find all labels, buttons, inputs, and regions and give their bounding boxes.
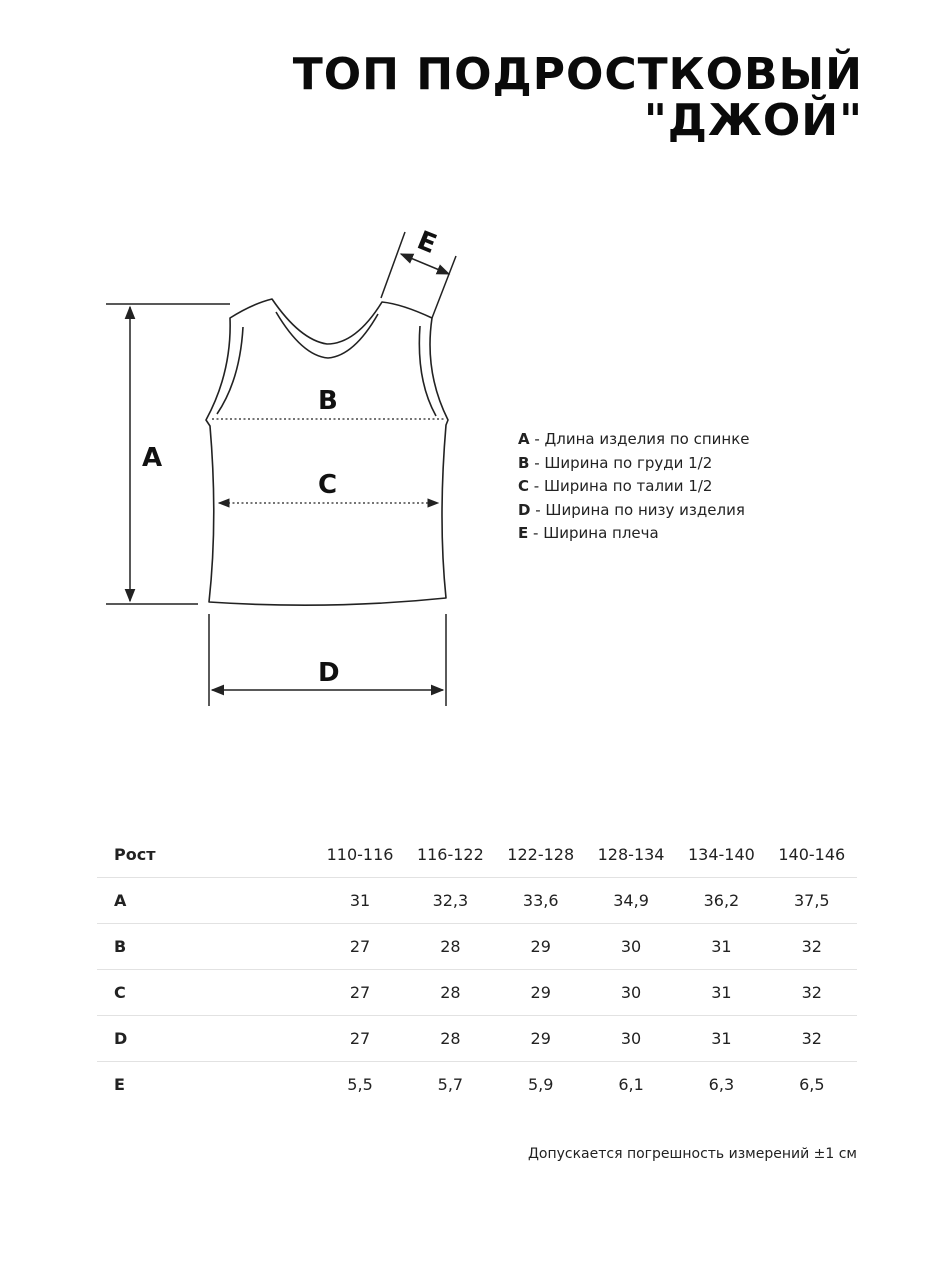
table-cell: 6,1 [618, 1075, 644, 1094]
table-cell: 30 [586, 924, 676, 970]
legend-item [518, 499, 749, 523]
table-cell: 31 [676, 970, 766, 1016]
title-line-1: ТОП ПОДРОСТКОВЫЙ [292, 49, 863, 100]
tolerance-note: Допускается погрешность измерений ±1 см [527, 1146, 857, 1162]
legend-key: B [518, 453, 530, 472]
legend-key: C [518, 477, 530, 495]
table-header-cell: 116-122 [405, 832, 495, 878]
table-cell: 28 [405, 1016, 495, 1062]
table-row-label: C [97, 970, 315, 1016]
legend-item [518, 452, 749, 476]
table-header-cell: 128-134 [586, 832, 676, 878]
table-cell: 31 [676, 924, 766, 970]
table-cell: 32 [767, 970, 857, 1016]
title-line-2: "ДЖОЙ" [643, 95, 863, 146]
legend-text: - Ширина плеча [528, 524, 659, 542]
legend-key: E [518, 524, 529, 542]
table-header-row [97, 832, 857, 878]
label-a: A [142, 443, 163, 473]
table-cell: 36,2 [676, 878, 766, 924]
legend-text: - Ширина по талии 1/2 [529, 477, 713, 495]
legend-item [518, 522, 749, 546]
table-cell: 29 [496, 1016, 586, 1062]
table-header-label: Рост [97, 832, 315, 878]
table-cell: 6,3 [708, 1075, 735, 1094]
table-row [97, 970, 857, 1016]
table-header-cell: 122-128 [496, 832, 586, 878]
table-cell: 27 [315, 970, 405, 1016]
table-cell: 5,5 [347, 1075, 373, 1094]
table-cell: 29 [496, 924, 586, 970]
table-row [97, 878, 857, 924]
table-row [97, 1062, 857, 1108]
table-cell: 32 [767, 924, 857, 970]
legend-key: A [518, 430, 530, 448]
table-row-label: D [97, 1016, 315, 1062]
legend-item [518, 475, 749, 499]
table-cell: 5,9 [527, 1075, 554, 1094]
table-row-label: E [114, 1075, 125, 1094]
table-cell: 31 [676, 1016, 766, 1062]
measurement-legend [518, 428, 749, 546]
table-cell: 28 [405, 970, 495, 1016]
legend-text: - Ширина по низу изделия [530, 500, 745, 519]
table-cell: 29 [496, 970, 586, 1016]
table-cell: 37,5 [767, 878, 857, 924]
table-row [97, 924, 857, 970]
legend-text: - Длина изделия по спинке [529, 430, 750, 448]
table-cell: 34,9 [586, 878, 676, 924]
table-cell: 6,5 [799, 1075, 825, 1094]
table-cell: 32,3 [405, 878, 495, 924]
table-cell: 30 [586, 1016, 676, 1062]
table-row-label: A [97, 878, 315, 924]
tank-top-outline [206, 299, 448, 605]
table-header-cell: 140-146 [767, 832, 857, 878]
label-b: B [318, 386, 338, 416]
label-e: E [412, 225, 441, 260]
legend-text: - Ширина по груди 1/2 [529, 453, 713, 472]
table-header-cell: 110-116 [315, 832, 405, 878]
label-d: D [318, 658, 340, 688]
table-cell: 32 [767, 1016, 857, 1062]
legend-item [518, 428, 749, 452]
size-table [97, 832, 857, 1107]
table-row-label: B [97, 924, 315, 970]
legend-key: D [518, 500, 531, 519]
table-cell: 5,7 [437, 1075, 464, 1094]
table-cell: 31 [315, 878, 405, 924]
table-cell: 27 [315, 1016, 405, 1062]
table-cell: 27 [315, 924, 405, 970]
label-c: C [318, 470, 338, 500]
table-cell: 30 [586, 970, 676, 1016]
table-cell: 28 [405, 924, 495, 970]
table-row [97, 1016, 857, 1062]
table-header-cell: 134-140 [676, 832, 766, 878]
table-cell: 33,6 [496, 878, 586, 924]
